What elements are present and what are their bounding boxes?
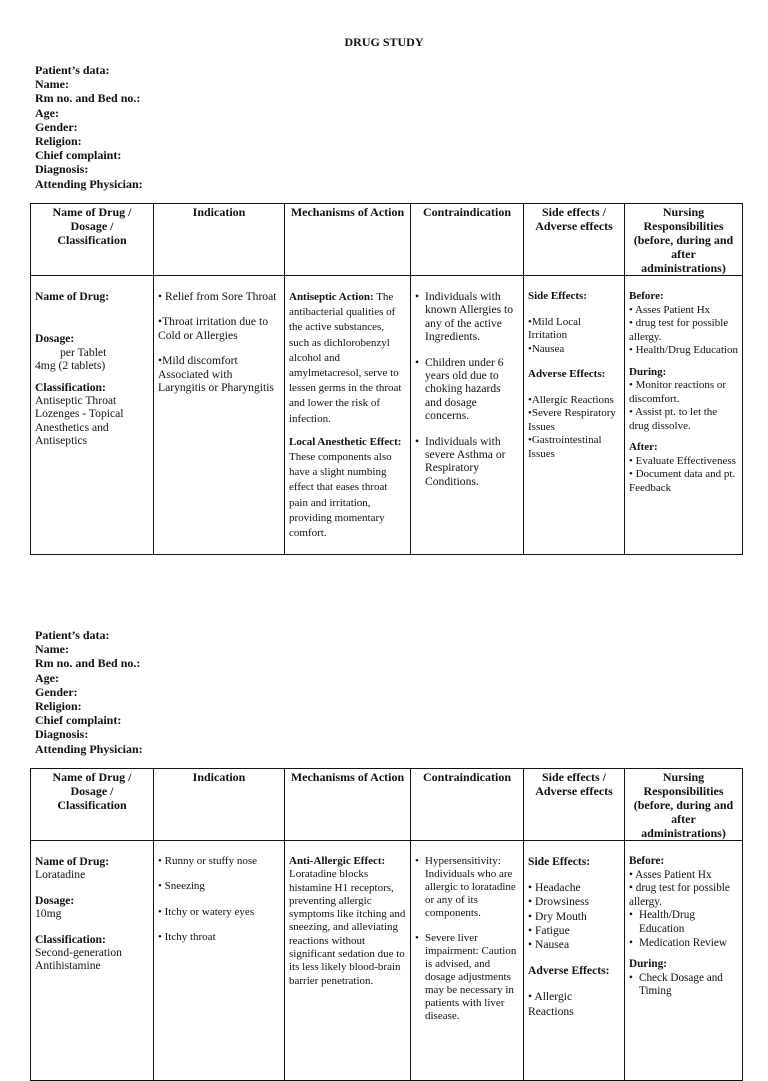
nursing-item: • Asses Patient Hx	[629, 868, 712, 881]
side-effects-label: Side Effects:	[528, 290, 587, 302]
nursing-item: • Health/Drug Education	[629, 909, 695, 935]
side-effects-cell	[524, 841, 625, 1081]
header-side-effects: Side effects / Adverse effects	[524, 769, 625, 841]
header-indication: Indication	[154, 769, 285, 841]
drug-cell	[31, 276, 154, 555]
header-nursing: Nursing Responsibilities (before, during and after administrations)	[625, 204, 743, 276]
header-contraindication: Contraindication	[411, 769, 524, 841]
gender-label: Gender:	[35, 119, 78, 134]
religion-label: Religion:	[35, 699, 82, 714]
nursing-cell	[625, 841, 743, 1081]
religion-label: Religion:	[35, 134, 82, 149]
contraindication-cell	[411, 276, 524, 555]
before-label: Before:	[629, 290, 664, 302]
side-effect-item: • Headache	[528, 881, 581, 895]
during-label: During:	[629, 958, 667, 971]
document-title: DRUG STUDY	[344, 35, 424, 49]
contraindication-item: • Hypersensitivity: Individuals who are allergic to loratadine or any of its components.	[415, 855, 516, 919]
indication-item: • Itchy or watery eyes	[158, 905, 255, 918]
nursing-item: • Asses Patient Hx	[629, 303, 711, 316]
drug-name-value: Loratadine	[35, 868, 86, 882]
table-row	[31, 276, 743, 555]
classification-label: Classification:	[35, 380, 106, 394]
classification-label: Classification:	[35, 932, 106, 946]
side-effect-item: • Dry Mouth	[528, 909, 587, 923]
table-header-row	[31, 769, 743, 841]
contraindication-cell	[411, 841, 524, 1081]
nursing-item: • Evaluate Effectiveness	[629, 454, 736, 467]
gender-label: Gender:	[35, 684, 78, 699]
dosage-line1: per Tablet	[60, 345, 107, 359]
contraindication-item: • Severe liver impairment: Caution is advised, and dosage adjustments may be necessary in patients with liver disease.	[415, 932, 517, 1022]
nursing-item: • Health/Drug Education	[629, 344, 738, 356]
nursing-item: • drug test for possible allergy.	[629, 317, 729, 343]
side-effect-item: •Mild Local Irritation	[528, 315, 582, 341]
attending-physician-label: Attending Physician:	[35, 176, 143, 191]
room-bed-label: Rm no. and Bed no.:	[35, 91, 141, 106]
nursing-item: • Monitor reactions or discomfort.	[629, 379, 727, 405]
drug-study-table-1	[30, 203, 743, 555]
nursing-item: • Document data and pt. Feedback	[629, 468, 736, 494]
name-label: Name:	[35, 77, 69, 92]
header-mechanism: Mechanisms of Action	[285, 769, 411, 841]
name-label: Name:	[35, 642, 69, 657]
contraindication-item: • Children under 6 years old due to choking hazards and dosage concerns.	[415, 355, 504, 423]
indication-item: • Itchy throat	[158, 931, 216, 944]
classification-value: Second-generation Antihistamine	[35, 946, 122, 973]
indication-item: • Runny or stuffy nose	[158, 855, 257, 867]
nursing-item: • Check Dosage and Timing	[629, 971, 723, 998]
drug-study-table-2	[30, 768, 743, 1081]
adverse-effect-item: •Severe Respiratory Issues	[528, 407, 616, 433]
indication-cell	[154, 276, 285, 555]
classification-value: Antiseptic Throat Lozenges - Topical Anesthetics and Antiseptics	[35, 394, 124, 448]
header-drug: Name of Drug / Dosage / Classification	[31, 769, 154, 841]
side-effect-item: • Drowsiness	[528, 895, 590, 909]
diagnosis-label: Diagnosis:	[35, 727, 89, 742]
age-label: Age:	[35, 105, 59, 120]
indication-cell	[154, 841, 285, 1081]
header-drug: Name of Drug / Dosage / Classification	[31, 204, 154, 276]
adverse-effect-item: •Gastrointestinal Issues	[528, 434, 602, 460]
side-effects-label: Side Effects:	[528, 855, 591, 868]
mechanism-cell	[285, 276, 411, 555]
mechanism-item: Anti-Allergic Effect: Loratadine blocks histamine H1 receptors, preventing allergic symptoms like itching and sneezing, and alleviating reactions without significant sedation due to its less likely blood-brain barrier penetration.	[289, 855, 406, 987]
contraindication-item: • Individuals with severe Asthma or Respiratory Conditions.	[415, 434, 506, 488]
dosage-label: Dosage:	[35, 893, 75, 907]
header-indication: Indication	[154, 204, 285, 276]
mechanism-item: Antiseptic Action: The antibacterial qualities of the active substances, such as dichlorobenzyl alcohol and amylmetacresol, serve to lessen germs in the throat and lower the risk of infection.	[289, 291, 402, 425]
contraindication-item: • Individuals with known Allergies to any of the active Ingredients.	[415, 290, 514, 344]
before-label: Before:	[629, 855, 665, 867]
drug-cell	[31, 841, 154, 1081]
indication-item: •Throat irritation due to Cold or Allergies	[158, 315, 268, 342]
patient-data-label: Patient’s data:	[35, 63, 110, 77]
patient-info-1	[35, 63, 143, 191]
side-effect-item: • Nausea	[528, 938, 570, 952]
header-side-effects: Side effects / Adverse effects	[524, 204, 625, 276]
mechanism-item: Local Anesthetic Effect: These components also have a slight numbing effect that eases throat pain and irritation, providing momentary comfort.	[289, 435, 402, 540]
nursing-cell	[625, 276, 743, 555]
indication-item: •Mild discomfort Associated with Laryngitis or Pharyngitis	[158, 354, 274, 395]
adverse-effects-label: Adverse Effects:	[528, 964, 610, 978]
dosage-value: 10mg	[35, 907, 62, 921]
dosage-label: Dosage:	[35, 332, 75, 346]
patient-info-2	[35, 628, 143, 756]
nursing-item: • Medication Review	[629, 936, 727, 949]
indication-item: • Relief from Sore Throat	[158, 290, 277, 303]
during-label: During:	[629, 365, 667, 378]
mechanism-cell	[285, 841, 411, 1081]
dosage-line2: 4mg (2 tablets)	[35, 359, 106, 373]
header-nursing: Nursing Responsibilities (before, during and after administrations)	[625, 769, 743, 841]
adverse-effects-label: Adverse Effects:	[528, 368, 606, 380]
adverse-effect-item: •Allergic Reactions	[528, 393, 614, 406]
chief-complaint-label: Chief complaint:	[35, 148, 122, 163]
side-effect-item: •Nausea	[528, 342, 565, 355]
attending-physician-label: Attending Physician:	[35, 741, 143, 756]
diagnosis-label: Diagnosis:	[35, 162, 89, 177]
table-header-row	[31, 204, 743, 276]
header-mechanism: Mechanisms of Action	[285, 204, 411, 276]
drug-name-label: Name of Drug:	[35, 855, 110, 868]
table-row	[31, 841, 743, 1081]
indication-item: • Sneezing	[158, 880, 205, 893]
drug-name-label: Name of Drug:	[35, 290, 110, 303]
chief-complaint-label: Chief complaint:	[35, 713, 122, 728]
header-contraindication: Contraindication	[411, 204, 524, 276]
side-effects-cell	[524, 276, 625, 555]
side-effect-item: • Fatigue	[528, 923, 570, 937]
adverse-effect-item: • Allergic Reactions	[528, 990, 574, 1018]
nursing-item: • Assist pt. to let the drug dissolve.	[629, 406, 718, 432]
after-label: After:	[629, 441, 658, 453]
age-label: Age:	[35, 670, 59, 685]
room-bed-label: Rm no. and Bed no.:	[35, 656, 141, 671]
patient-data-label: Patient’s data:	[35, 628, 110, 642]
nursing-item: • drug test for possible allergy.	[629, 882, 730, 908]
